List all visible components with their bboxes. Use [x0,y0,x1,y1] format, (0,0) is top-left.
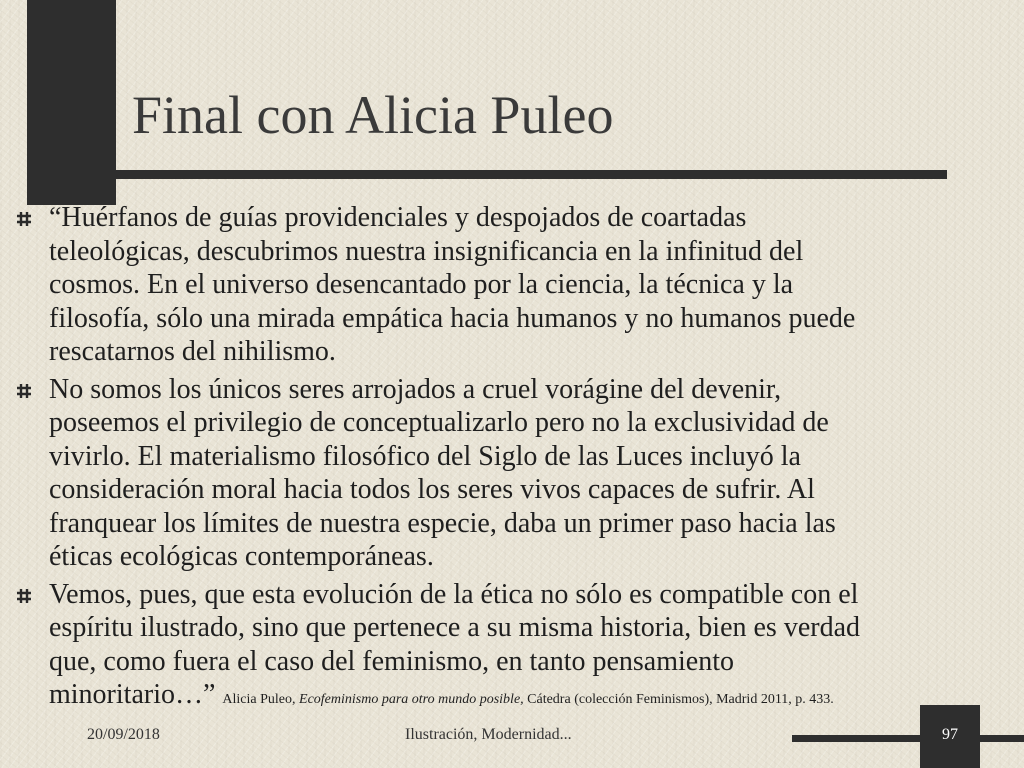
bullet-line: vivirlo. El materialismo filosófico del Siglo de las Luces incluyó la [49,440,801,472]
hash-bullet-icon [16,383,32,399]
bullet-list [0,201,1024,717]
bullet-line: que, como fuera el caso del feminismo, en tanto pensamiento [49,645,735,677]
bullet-line: No somos los únicos seres arrojados a cruel vorágine del devenir, [49,373,782,405]
bullet-item [0,578,1024,717]
bullet-item [0,201,1024,369]
decorative-footer-rule [792,735,1024,742]
quote-ending: minoritario…” [49,679,216,710]
footer-date: 20/09/2018 [87,726,160,743]
bullet-line: cosmos. En el universo desencantado por la ciencia, la técnica y la [49,269,794,300]
citation-author: Alicia Puleo, [222,692,296,707]
citation [222,692,833,707]
bullet-line: poseemos el privilegio de conceptualizarlo pero no la exclusividad de [49,407,829,438]
slide-title: Final con Alicia Puleo [132,85,614,145]
slide-number: 97 [942,726,958,743]
citation-publisher: Cátedra (colección Feminismos), Madrid 2011, p. 433. [527,692,834,707]
hash-bullet-icon [16,588,32,604]
bullet-line: consideración moral hacia todos los seres vivos capaces de sufrir. Al [49,474,815,505]
bullet-line: “Huérfanos de guías providenciales y despojados de coartadas [49,202,747,233]
bullet-line: Vemos, pues, que esta evolución de la ética no sólo es compatible con el [49,578,859,610]
decorative-title-rule [27,170,947,179]
footer-title: Ilustración, Modernidad... [405,726,572,743]
hash-bullet-icon [16,211,32,227]
bullet-item [0,373,1024,574]
bullet-line: filosofía, sólo una mirada empática hacia humanos y no humanos puede [49,302,856,334]
bullet-line: teleológicas, descubrimos nuestra insignificancia en la infinitud del [49,235,804,267]
bullet-line: espíritu ilustrado, sino que pertenece a su misma historia, bien es verdad [49,612,861,643]
citation-work: Ecofeminismo para otro mundo posible, [299,692,524,707]
bullet-line: rescatarnos del nihilismo. [49,336,336,367]
bullet-line-with-citation [49,678,1024,717]
bullet-line: éticas ecológicas contemporáneas. [49,541,434,572]
bullet-line: franquear los límites de nuestra especie, daba un primer paso hacia las [49,507,836,539]
